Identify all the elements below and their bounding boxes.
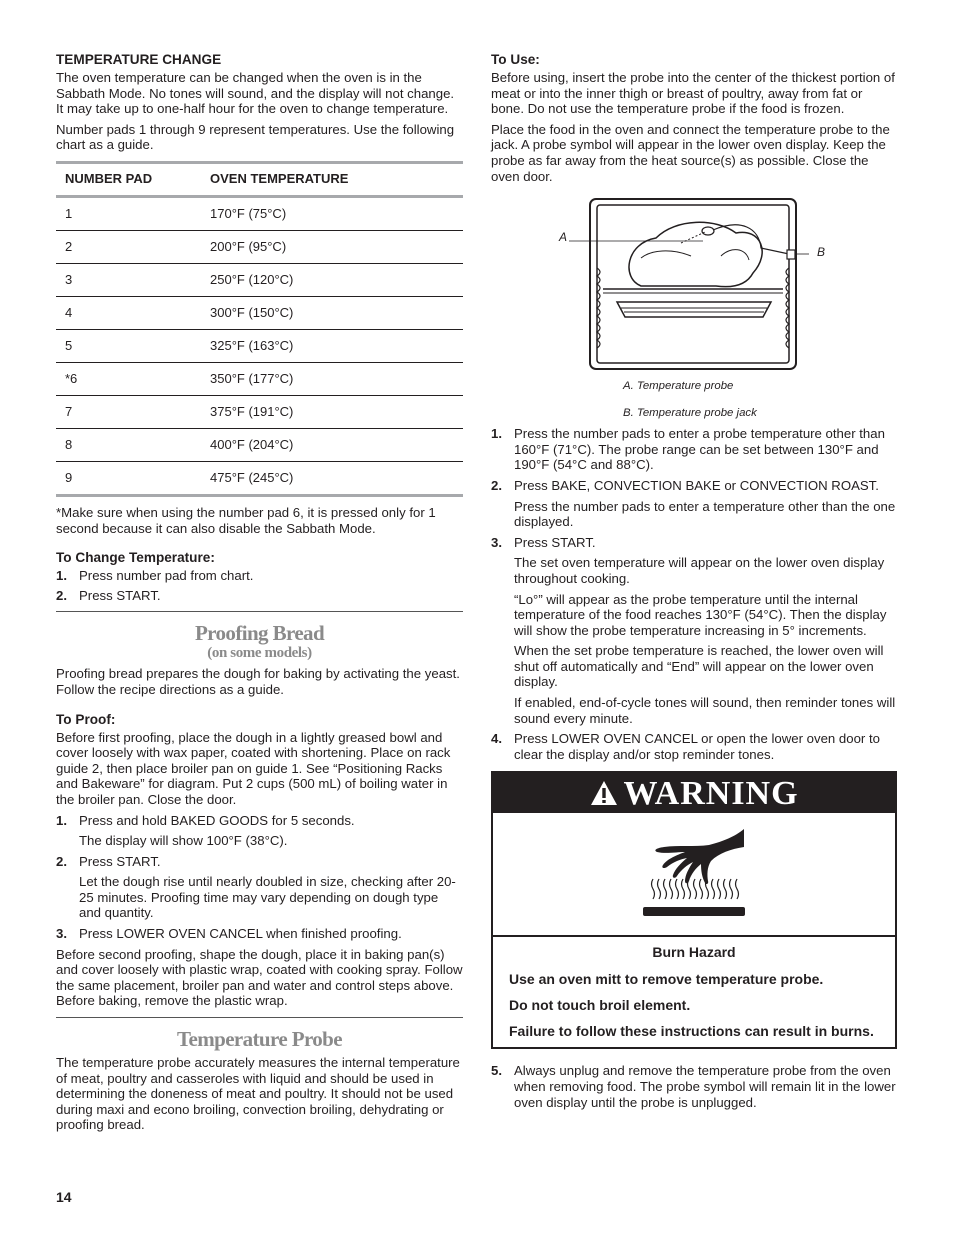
left-column [56,52,463,1138]
step-number: 3. [56,926,67,942]
step-number: 1. [56,812,67,828]
table-row [56,362,463,395]
list-item [56,813,463,849]
step-note: The set oven temperature will appear on the lower oven display throughout cooking. [514,555,885,586]
probe-title: Temperature Probe [177,1027,342,1052]
probe-intro: The temperature probe accurately measures the internal temperature of meat, poultry and casseroles with liquid and should be used in determining the doneness of meat and poultry. It should not be used during maxi and econo broiling, convection broiling, dehydrating or proofing bread. [56,1055,460,1133]
table-cell: 4 [56,296,201,329]
hand-heat-icon [639,827,749,922]
probe-steps-continued [491,1063,897,1110]
section-divider [56,1017,463,1018]
step-text: Press number pad from chart. [79,568,254,584]
proofing-title: Proofing Bread [194,621,325,646]
step-number: 2. [491,477,502,493]
table-cell: 375°F (191°C) [201,395,463,428]
table-row [56,461,463,495]
table-row [56,263,463,296]
list-item [491,731,897,762]
list-item [56,588,463,604]
step-number: 2. [56,853,67,869]
probe-steps [491,426,897,762]
step-text: Press BAKE, CONVECTION BAKE or CONVECTION ROAST. [514,477,879,493]
table-cell: 7 [56,395,201,428]
section-divider [56,611,463,612]
step-text: Press and hold BAKED GOODS for 5 seconds. [79,812,355,828]
proofing-steps [56,813,463,942]
table-row [56,329,463,362]
warning-line: Use an oven mitt to remove temperature probe. [509,971,824,988]
table-cell: 350°F (177°C) [201,362,463,395]
table-cell: 2 [56,230,201,263]
table-cell: 475°F (245°C) [201,461,463,495]
step-text: Press START. [79,587,161,603]
step-note: When the set probe temperature is reached, the lower oven will shut off automatically and “End” will appear on the lower oven display. [514,643,884,690]
to-use-heading: To Use: [491,52,540,67]
table-cell: 170°F (75°C) [201,196,463,230]
table-row [56,395,463,428]
table-cell: 1 [56,196,201,230]
table-cell: *6 [56,362,201,395]
diagram-label-b: B [817,245,826,260]
caption-b: B. Temperature probe jack [623,406,757,419]
proofing-subtitle: (on some models) [207,645,312,662]
step-number: 2. [56,587,67,603]
table-row [56,296,463,329]
list-item [56,854,463,921]
table-cell: 400°F (204°C) [201,428,463,461]
change-temp-steps [56,568,463,603]
table-cell: 8 [56,428,201,461]
step-text: Press START. [79,853,161,869]
warning-triangle-icon [589,779,619,807]
temp-change-para1: The oven temperature can be changed when the oven is in the Sabbath Mode. No tones will sound, and the display will not change. It may take up to one-half hour for the oven to change temperature. [56,70,455,117]
step-text: Always unplug and remove the temperature probe from the oven when removing food. The probe symbol will remain lit in the lower oven display until the probe is unplugged. [514,1063,896,1110]
table-note: *Make sure when using the number pad 6, it is pressed only for 1 second because it can also disable the Sabbath Mode. [56,504,436,536]
step-text: Press LOWER OVEN CANCEL or open the lower oven door to clear the display and/or stop reminder tones. [514,731,880,762]
warning-title: WARNING [623,774,799,812]
table-cell: 325°F (163°C) [201,329,463,362]
warning-body [493,937,895,1047]
step-note: Let the dough rise until nearly doubled in size, checking after 20-25 minutes. Proofing time may vary depending on dough type and quantity. [79,874,456,921]
table-cell: 5 [56,329,201,362]
warning-header [493,773,895,813]
oven-illustration [491,198,897,373]
diagram-label-a: A [559,230,568,245]
step-text: Press START. [514,534,596,550]
change-temp-heading: To Change Temperature: [56,550,215,566]
step-number: 4. [491,731,502,747]
right-column [491,52,897,1115]
caption-a: A. Temperature probe [623,380,734,393]
to-proof-heading: To Proof: [56,711,116,727]
step-number: 1. [491,426,502,442]
step-number: 3. [491,534,502,550]
list-item [491,478,897,530]
table-row [56,230,463,263]
to-use-para2: Place the food in the oven and connect the temperature probe to the jack. A probe symbol will appear in the lower oven display. Keep the probe as far away from the heat source(s) as possible. Close the oven door. [491,121,890,184]
warning-line: Do not touch broil element. [509,997,691,1014]
temp-change-heading: TEMPERATURE CHANGE [56,52,222,67]
list-item [491,426,897,473]
list-item [491,1063,897,1110]
table-cell: 200°F (95°C) [201,230,463,263]
table-row [56,196,463,230]
table-cell: 250°F (120°C) [201,263,463,296]
step-note: The display will show 100°F (38°C). [79,833,288,849]
table-header-oven-temperature: OVEN TEMPERATURE [201,162,463,196]
to-proof-para: Before first proofing, place the dough in a lightly greased bowl and cover loosely with wax paper, coated with shortening. Place on rack guide 2, then place broiler pan on guide 1. See “Positioning Racks and Bakeware” for diagram. Put 2 cups (500 mL) of boiling water in the broiler pan. Close the door. [56,729,451,807]
temp-change-para2: Number pads 1 through 9 represent temperatures. Use the following chart as a guide. [56,121,455,153]
warning-box [491,771,897,1049]
diagram-captions [491,379,757,432]
list-item [491,535,897,727]
step-text: Press LOWER OVEN CANCEL when finished proofing. [79,926,402,942]
second-proofing-para: Before second proofing, shape the dough, place it in baking pan(s) and cover loosely with plastic wrap, coated with cooking spray. Follow the same placement, broiler pan and water and control steps above. Before baking, remove the plastic wrap. [56,946,463,1009]
step-number: 1. [56,568,67,584]
step-note: If enabled, end-of-cycle tones will sound, then reminder tones will sound every minute. [514,695,896,726]
page-number: 14 [56,1189,72,1205]
temperature-table [56,161,463,497]
burn-hazard-title: Burn Hazard [652,944,736,961]
burn-hazard-image [493,813,895,937]
table-row [56,428,463,461]
list-item [56,926,463,942]
list-item [56,568,463,584]
step-note: Press the number pads to enter a temperature other than the one displayed. [514,498,896,530]
warning-line: Failure to follow these instructions can result in burns. [509,1023,874,1040]
proofing-intro: Proofing bread prepares the dough for baking by activating the yeast. Follow the recipe directions as a guide. [56,666,460,697]
step-note: “Lo°” will appear as the probe temperature until the internal temperature of the food reaches 130°F (54°C). Then the display will show the probe temperature increasing in 5° increments. [514,591,887,638]
table-cell: 300°F (150°C) [201,296,463,329]
to-use-para1: Before using, insert the probe into the center of the thickest portion of meat or into the inner thigh or breast of poultry, away from fat or bone. Do not use the temperature probe if the food is frozen. [491,70,895,117]
table-cell: 3 [56,263,201,296]
table-header-number-pad: NUMBER PAD [56,162,201,196]
step-text: Press the number pads to enter a probe temperature other than 160°F (71°C). The probe range can be set between 130°F and 190°F (54°C and 88°C). [514,426,885,473]
step-number: 5. [491,1063,502,1079]
oven-probe-diagram [491,198,897,419]
table-cell: 9 [56,461,201,495]
